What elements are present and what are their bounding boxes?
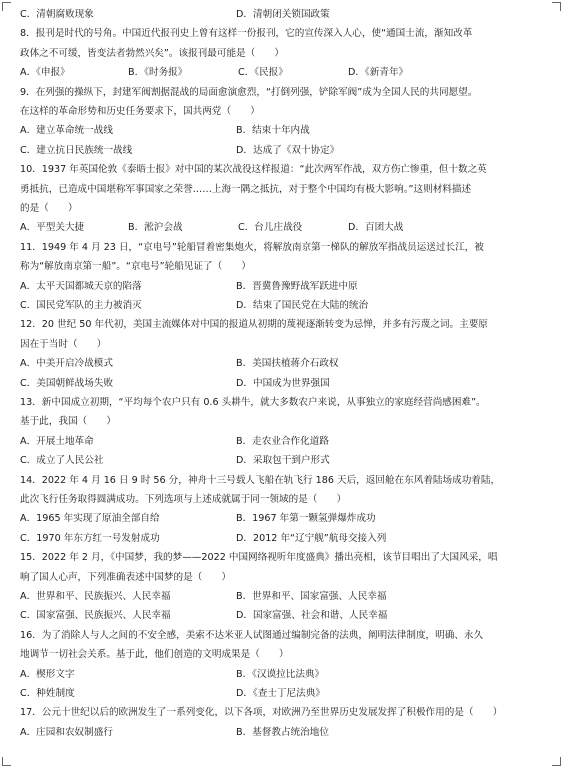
corner-mark	[2, 2, 11, 11]
answer-option: A．楔形文字	[20, 668, 75, 680]
answer-option: C．清朝腐败现象	[20, 9, 94, 20]
answer-option: A．平型关大捷	[20, 222, 85, 234]
answer-option: C．1970 年东方红一号发射成功	[20, 532, 160, 544]
answer-option: D．结束了国民党在大陆的统治	[236, 300, 369, 311]
answer-option: C．台儿庄战役	[238, 222, 303, 234]
answer-option: D．《新青年》	[348, 67, 409, 79]
answer-option: B．世界和平、国家富强、人民幸福	[236, 591, 387, 602]
answer-option: C．《民报》	[238, 67, 288, 79]
answer-option: A．庄园和农奴制盛行	[20, 726, 113, 738]
answer-option: B．基督教占统治地位	[236, 726, 329, 738]
question-text-line: 17．公元十世纪以后的欧洲发生了一系列变化，以下各项，对欧洲乃至世界历史发展发挥了积极作用的是（ ）	[20, 707, 503, 719]
answer-option: C．种姓制度	[20, 688, 75, 699]
question-text-line: 此次飞行任务取得圆满成功。下列选项与上述成就属于同一领域的是（ ）	[20, 494, 347, 505]
answer-option: B．结束十年内战	[236, 125, 310, 137]
answer-option: D．国家富强、社会和谐、人民幸福	[236, 610, 388, 622]
answer-option: A．建立革命统一战线	[20, 125, 113, 137]
answer-option: D．2012 年“辽宁舰”航母交接入列	[236, 532, 387, 544]
question-text-line: 10．1937 年英国伦敦《泰晤士报》对中国的某次战役这样报道：“此次两军作战，双方伤亡惨重，但十数之英	[20, 164, 487, 176]
answer-option: C．国家富强、民族振兴、人民幸福	[20, 610, 171, 622]
question-text-line: 地调节一切社会关系。基于此，他们创造的文明成果是（ ）	[20, 649, 289, 661]
answer-option: A．开展土地革命	[20, 435, 94, 447]
answer-option: C．成立了人民公社	[20, 455, 104, 467]
question-text-line: 8．报刊是时代的号角。中国近代报刊史上曾有这样一份报刊，它的宣传深入人心，使“通国士流，渐知改革	[20, 28, 473, 40]
answer-option: B．《时务报》	[128, 67, 188, 79]
answer-option: B．《汉谟拉比法典》	[236, 668, 325, 680]
question-text-line: 16．为了消除人与人之间的不安全感，美索不达米亚人试图通过编制完备的法典，阐明法律制度，明确、永久	[20, 629, 484, 641]
answer-option: A．世界和平、民族振兴、人民幸福	[20, 591, 171, 602]
answer-option: B．1967 年第一颗氢弹爆炸成功	[236, 513, 376, 525]
question-text-line: 称为“解放南京第一船”。“京电号”轮船见证了（ ）	[20, 261, 251, 273]
answer-option: B．晋冀鲁豫野战军跃进中原	[236, 280, 358, 292]
question-text-line: 勇抵抗，已造成中国堪称军事国家之荣誉……上海一隅之抵抗，对于整个中国均有极大影响。”这则材料描述	[20, 183, 472, 195]
answer-option: A．太平天国都城天京的陷落	[20, 280, 142, 292]
answer-option: D．百团大战	[348, 222, 404, 234]
answer-option: B．淞沪会战	[128, 222, 183, 234]
answer-option: A．1965 年实现了原油全部自给	[20, 513, 160, 525]
question-text-line: 12．20 世纪 50 年代初，美国主流媒体对中国的报道从初期的蔑视逐渐转变为忌惮，并多有污蔑之词。主要原	[20, 319, 488, 331]
corner-mark	[2, 757, 11, 766]
question-text-line: 响了国人心声，下列准确表述中国梦的是（ ）	[20, 571, 232, 583]
question-text-line: 政体之不可缓，皆变法者勃然兴矣”。该报刊最可能是（ ）	[20, 47, 285, 59]
corner-mark	[552, 2, 561, 11]
question-text-line: 9．在列强的操纵下，封建军阀割据混战的局面愈演愈烈，“打倒列强，铲除军阀”成为全国人民的共同愿望。	[20, 86, 478, 98]
answer-option: D．清朝闭关锁国政策	[236, 9, 330, 20]
question-text-line: 13．新中国成立初期，“平均每个农户只有 0.6 头耕牛，就大多数农户来说，从事独立的家庭经营尚感困难”。	[20, 397, 486, 408]
answer-option: B．走农业合作化道路	[236, 435, 329, 447]
answer-option: D．中国成为世界强国	[236, 377, 330, 389]
answer-option: A．《申报》	[20, 67, 70, 79]
answer-option: A．中美开启冷战模式	[20, 358, 113, 370]
question-text-line: 11．1949 年 4 月 23 日，“京电号”轮船冒着密集炮火，将解放南京第一梯队的解放军指战员运送过长江，被	[20, 241, 484, 253]
answer-option: D．达成了《双十协定》	[236, 144, 340, 156]
question-text-line: 15．2022 年 2 月，《中国梦，我的梦——2022 中国网络视听年度盛典》播出亮相，该节目唱出了大国风采，唱	[20, 552, 498, 564]
question-text-line: 14．2022 年 4 月 16 日 9 时 56 分，神舟十三号载人飞船在轨飞行 186 天后，返回舱在东风着陆场成功着陆，	[20, 474, 501, 486]
answer-option: D．采取包干到户形式	[236, 455, 330, 467]
answer-option: B．美国扶植蒋介石政权	[236, 358, 339, 370]
answer-option: C．美国朝鲜战场失败	[20, 377, 114, 389]
answer-option: C．建立抗日民族统一战线	[20, 144, 133, 156]
answer-option: D．《查士丁尼法典》	[236, 688, 325, 699]
question-text-line: 的是（ ）	[20, 203, 78, 214]
question-text-line: 在这样的革命形势和历史任务要求下，国共两党（ ）	[20, 106, 260, 117]
answer-option: C．国民党军队的主力被消灭	[20, 300, 142, 311]
corner-mark	[552, 757, 561, 766]
question-text-line: 因在于当时（ ）	[20, 338, 107, 350]
question-text-line: 基于此，我国（ ）	[20, 416, 116, 428]
